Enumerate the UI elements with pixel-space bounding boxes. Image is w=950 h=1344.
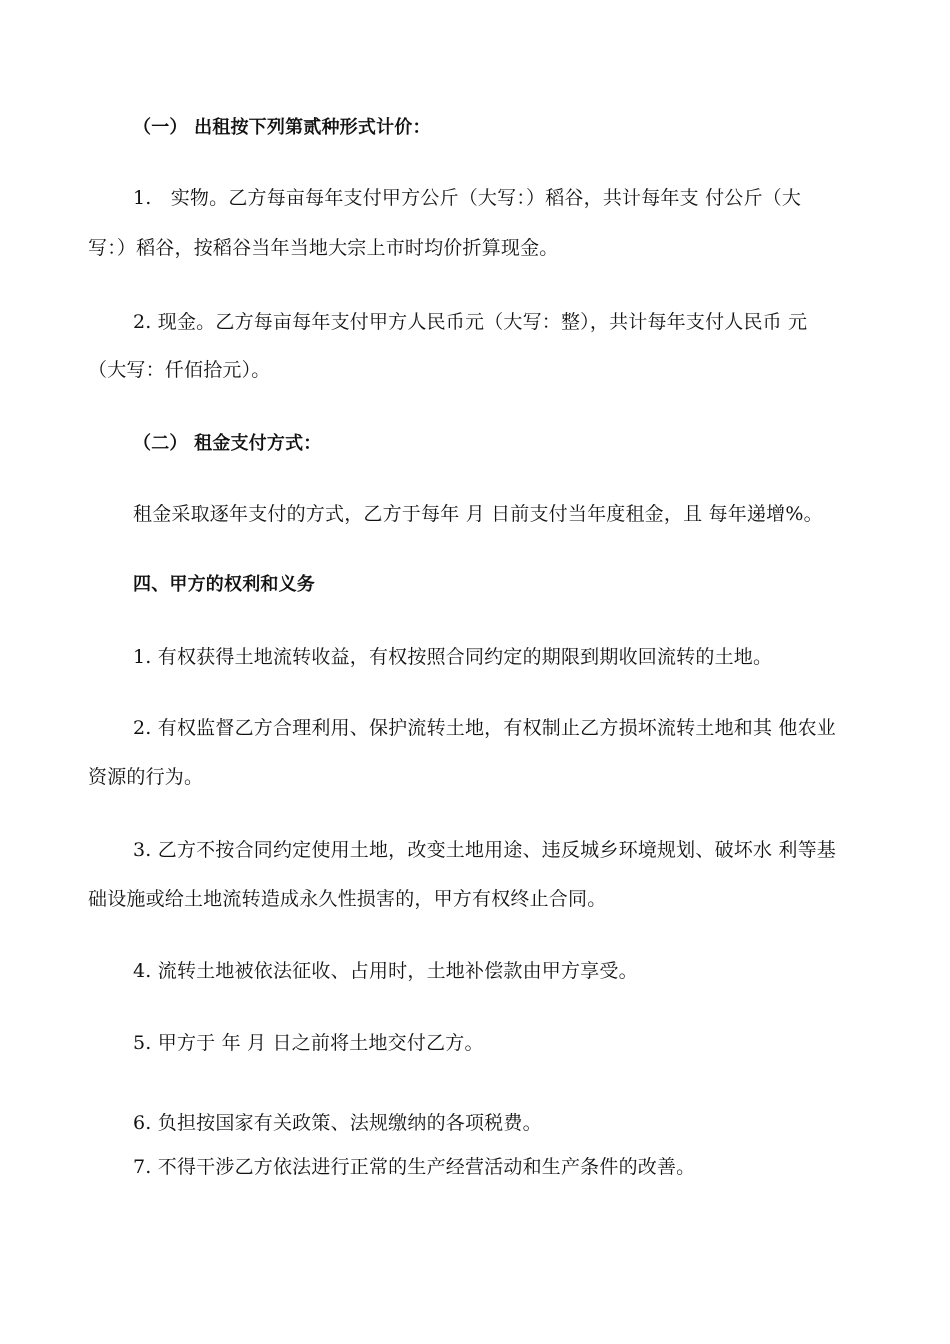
list-item-4: 4. 流转土地被依法征收、占用时，土地补偿款由甲方享受。: [133, 960, 638, 982]
section-heading-party-a-rights: 四、甲方的权利和义务: [133, 574, 315, 595]
section-heading-pricing: （一） 出租按下列第贰种形式计价：: [133, 117, 431, 138]
paragraph-payment-method: 租金采取逐年支付的方式，乙方于每年 月 日前支付当年度租金，且 每年递增%。: [133, 503, 823, 525]
list-item-3-line-1: 3. 乙方不按合同约定使用土地，改变土地用途、违反城乡环境规划、破坏水 利等基: [133, 839, 837, 861]
list-item-6: 6. 负担按国家有关政策、法规缴纳的各项税费。: [133, 1112, 542, 1134]
paragraph-in-kind-line-2: 写：）稻谷，按稻谷当年当地大宗上市时均价折算现金。: [88, 237, 559, 259]
paragraph-in-kind-line-1: 1. 实物。乙方每亩每年支付甲方公斤（大写：）稻谷，共计每年支 付公斤（大: [133, 187, 802, 209]
list-item-2-line-2: 资源的行为。: [88, 766, 204, 788]
paragraph-cash-line-1: 2. 现金。乙方每亩每年支付甲方人民币元（大写：整），共计每年支付人民币 元: [133, 311, 808, 333]
list-item-5: 5. 甲方于 年 月 日之前将土地交付乙方。: [133, 1032, 484, 1054]
section-heading-payment: （二） 租金支付方式：: [133, 433, 322, 454]
list-item-2-line-1: 2. 有权监督乙方合理利用、保护流转土地，有权制止乙方损坏流转土地和其 他农业: [133, 717, 837, 739]
list-item-3-line-2: 础设施或给土地流转造成永久性损害的，甲方有权终止合同。: [88, 888, 607, 910]
paragraph-cash-line-2: （大写：仟佰拾元）。: [88, 359, 271, 381]
list-item-7: 7. 不得干涉乙方依法进行正常的生产经营活动和生产条件的改善。: [133, 1156, 696, 1178]
list-item-1: 1. 有权获得土地流转收益，有权按照合同约定的期限到期收回流转的土地。: [133, 646, 773, 668]
